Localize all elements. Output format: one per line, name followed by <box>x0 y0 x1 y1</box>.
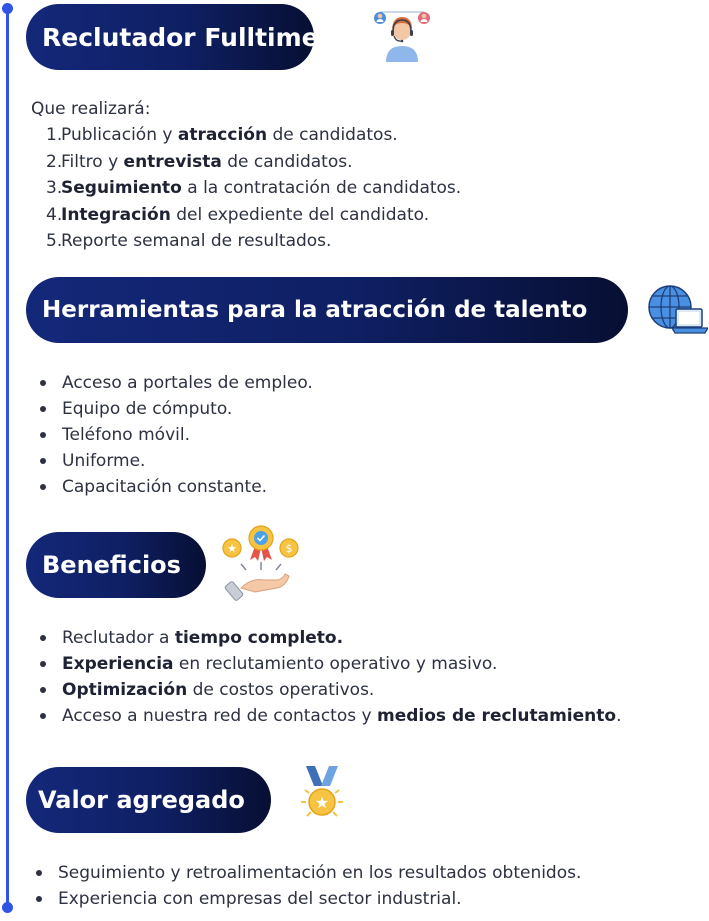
item-number: 2. <box>46 151 63 172</box>
added-value-list <box>34 860 581 912</box>
globe-laptop-icon <box>646 283 708 341</box>
benefits-list <box>38 625 621 729</box>
rewards-hand-icon <box>219 524 303 606</box>
list-item: Experiencia con empresas del sector industrial. <box>34 886 581 912</box>
svg-text:$: $ <box>285 542 293 555</box>
list-item: Reclutador a tiempo completo. <box>38 625 621 651</box>
item-text: Integración del expediente del candidato. <box>61 204 430 225</box>
svg-text:★: ★ <box>314 793 330 812</box>
item-text: Publicación y atracción de candidatos. <box>61 125 398 145</box>
item-text: Seguimiento a la contratación de candidatos. <box>61 178 462 198</box>
timeline-dot-bottom <box>2 902 13 913</box>
item-number: 1. <box>46 125 63 145</box>
section-title-reclutador: Reclutador Fulltime <box>26 4 314 70</box>
list-item: Uniforme. <box>38 448 313 474</box>
item-number: 3. <box>46 178 63 198</box>
activity-list <box>46 122 461 255</box>
list-item: Capacitación constante. <box>38 474 313 500</box>
list-item: Equipo de cómputo. <box>38 396 313 422</box>
section-title-valor: Valor agregado <box>26 767 271 833</box>
tools-list <box>38 370 313 500</box>
section-title-herramientas: Herramientas para la atracción de talento <box>26 277 628 343</box>
list-item <box>46 175 461 202</box>
timeline-line <box>6 8 9 906</box>
list-item: Acceso a portales de empleo. <box>38 370 313 396</box>
list-item: Teléfono móvil. <box>38 422 313 448</box>
list-item: Acceso a nuestra red de contactos y medios de reclutamiento. <box>38 703 621 729</box>
list-item: Experiencia en reclutamiento operativo y masivo. <box>38 651 621 677</box>
list-item <box>46 202 461 229</box>
list-item: Seguimiento y retroalimentación en los resultados obtenidos. <box>34 860 581 886</box>
item-number: 4. <box>46 204 63 225</box>
svg-text:★: ★ <box>227 542 237 555</box>
recruiter-headset-icon <box>370 4 434 68</box>
list-item: Optimización de costos operativos. <box>38 677 621 703</box>
list-item <box>46 122 461 149</box>
section-title-beneficios: Beneficios <box>26 532 206 598</box>
list-item <box>46 149 461 176</box>
medal-icon <box>296 764 348 832</box>
item-number: 5. <box>46 231 63 251</box>
item-text: Filtro y entrevista de candidatos. <box>61 151 353 172</box>
item-text: Reporte semanal de resultados. <box>61 231 332 251</box>
section-intro: Que realizará: <box>31 99 151 119</box>
timeline-dot-top <box>2 3 13 14</box>
list-item <box>46 228 461 255</box>
